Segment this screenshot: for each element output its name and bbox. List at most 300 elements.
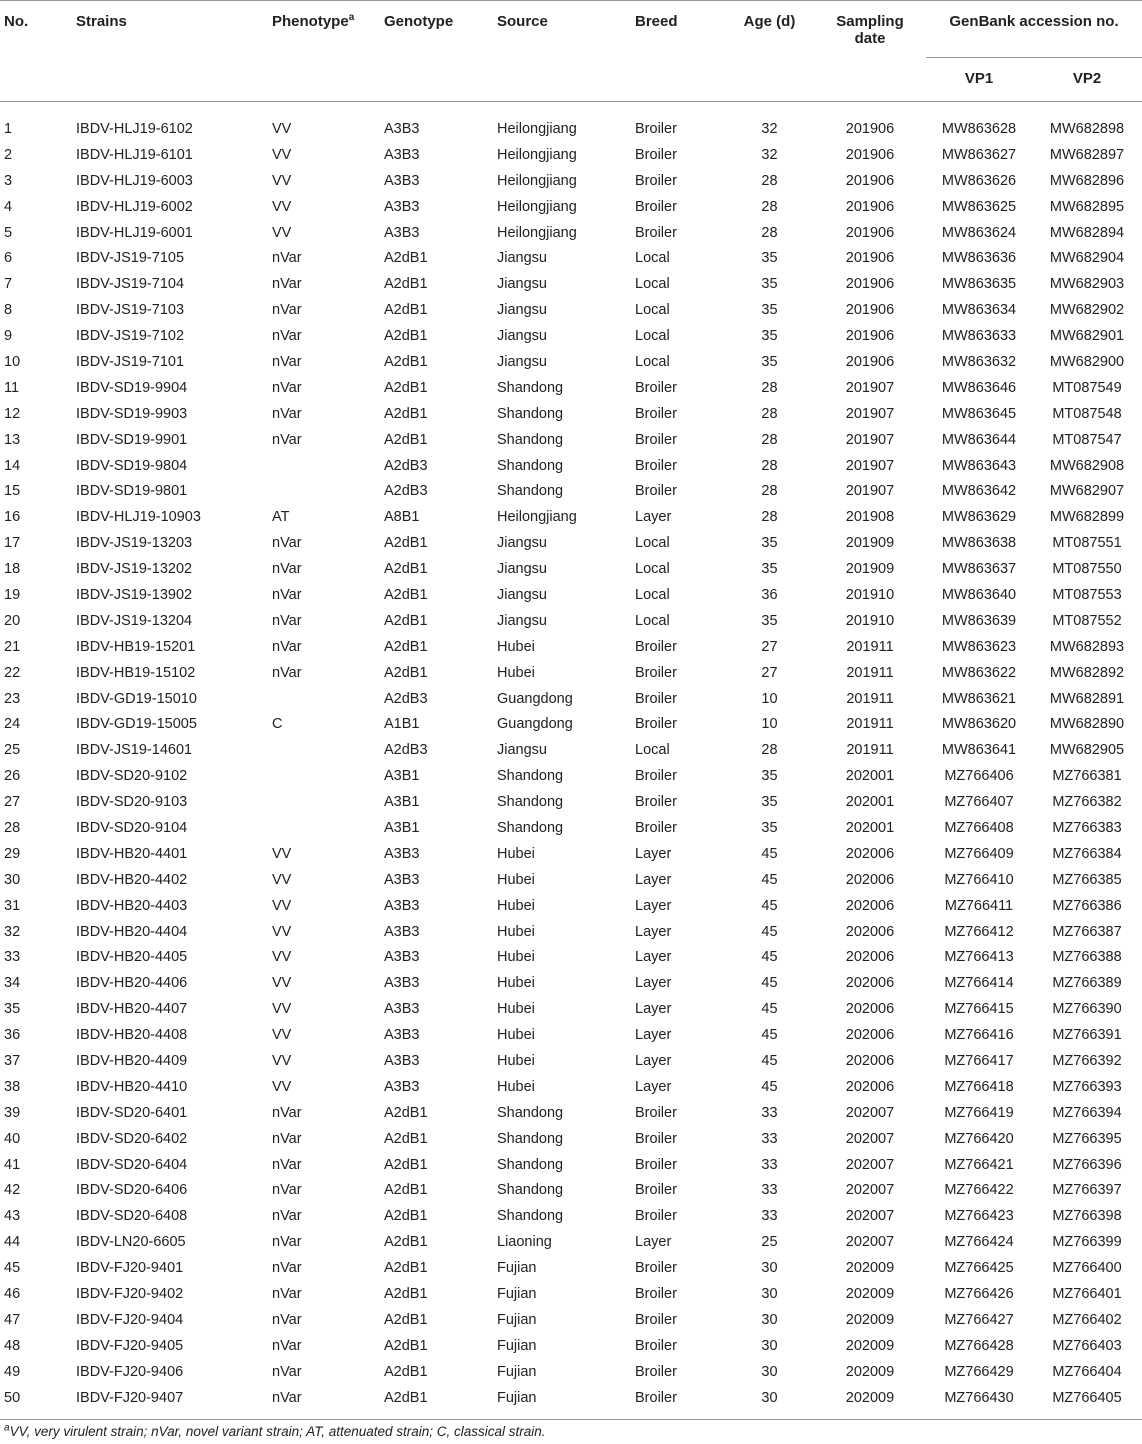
cell-vp2: MT087547 [1052,431,1122,448]
cell-age: 27 [761,664,778,681]
table-row [0,1152,1142,1178]
cell-age: 28 [761,224,778,241]
cell-age: 30 [761,1363,778,1380]
table-row [0,919,1142,945]
cell-strain: IBDV-HB20-4401 [76,845,188,862]
cell-phenotype: nVar [272,664,302,681]
cell-vp1: MW863632 [941,353,1017,370]
cell-sampling-date: 201909 [845,535,895,552]
cell-age: 45 [761,975,778,992]
cell-source: Hubei [497,1027,535,1044]
cell-no: 8 [4,302,13,319]
header-vp1: VP1 [964,70,994,87]
cell-no: 18 [4,561,21,578]
cell-phenotype: VV [272,923,292,940]
cell-source: Jiangsu [497,742,547,759]
cell-no: 20 [4,612,21,629]
cell-phenotype [272,737,384,763]
cell-strain: IBDV-JS19-14601 [76,742,193,759]
cell-strain: IBDV-SD20-6402 [76,1130,188,1147]
cell-phenotype: VV [272,120,292,137]
cell-breed: Broiler [635,224,677,241]
table-row [0,1229,1142,1255]
cell-no: 23 [4,690,21,707]
cell-strain: IBDV-GD19-15010 [76,690,197,707]
cell-age: 32 [761,146,778,163]
cell-sampling-date: 201906 [845,224,895,241]
cell-vp1: MZ766425 [944,1260,1014,1277]
cell-breed: Local [635,328,670,345]
cell-sampling-date: 202009 [845,1260,895,1277]
cell-strain: IBDV-FJ20-9406 [76,1363,184,1380]
cell-breed: Broiler [635,716,677,733]
cell-sampling-date: 202009 [845,1389,895,1406]
cell-phenotype [272,789,384,815]
cell-no: 3 [4,172,13,189]
cell-sampling-date: 202007 [845,1130,895,1147]
table-row [0,815,1142,841]
table-row [0,556,1142,582]
cell-sampling-date: 201906 [845,328,895,345]
cell-no: 31 [4,897,21,914]
cell-genotype: A2dB1 [384,586,428,603]
cell-breed: Broiler [635,690,677,707]
cell-vp1: MZ766408 [944,819,1014,836]
cell-vp1: MZ766427 [944,1311,1014,1328]
cell-phenotype: VV [272,845,292,862]
cell-phenotype: VV [272,224,292,241]
cell-vp2: MW682896 [1049,172,1125,189]
cell-sampling-date: 202006 [845,1027,895,1044]
cell-sampling-date: 201907 [845,405,895,422]
cell-phenotype: nVar [272,379,302,396]
table-row [0,582,1142,608]
cell-age: 10 [761,690,778,707]
cell-no: 44 [4,1234,21,1251]
table-row [0,1281,1142,1307]
cell-genotype: A2dB1 [384,431,428,448]
cell-source: Heilongjiang [497,509,577,526]
cell-age: 30 [761,1311,778,1328]
table-row [0,349,1142,375]
table-row [0,867,1142,893]
table-row [0,1203,1142,1229]
cell-no: 19 [4,586,21,603]
cell-sampling-date: 202006 [845,949,895,966]
cell-sampling-date: 201910 [845,612,895,629]
cell-breed: Broiler [635,1182,677,1199]
cell-strain: IBDV-HB20-4406 [76,975,188,992]
cell-source: Hubei [497,975,535,992]
cell-age: 35 [761,794,778,811]
cell-vp1: MW863628 [941,120,1017,137]
cell-vp2: MZ766397 [1052,1182,1122,1199]
cell-age: 35 [761,276,778,293]
cell-vp1: MW863626 [941,172,1017,189]
cell-age: 36 [761,586,778,603]
table-row [0,478,1142,504]
cell-no: 16 [4,509,21,526]
cell-sampling-date: 202001 [845,768,895,785]
header-sampling-date-line2: date [854,30,886,47]
cell-vp1: MZ766407 [944,794,1014,811]
cell-genotype: A3B3 [384,1078,420,1095]
cell-vp1: MZ766422 [944,1182,1014,1199]
cell-no: 26 [4,768,21,785]
cell-vp1: MW863636 [941,250,1017,267]
cell-sampling-date: 202006 [845,1053,895,1069]
cell-age: 28 [761,198,778,215]
cell-source: Shandong [497,1182,564,1199]
cell-genotype: A3B3 [384,845,420,862]
cell-source: Hubei [497,949,535,966]
table-row [0,608,1142,634]
table-row [0,427,1142,453]
table-row [0,194,1142,220]
cell-sampling-date: 202007 [845,1234,895,1251]
cell-sampling-date: 202007 [845,1208,895,1225]
cell-phenotype: nVar [272,1363,302,1380]
cell-no: 36 [4,1027,21,1044]
cell-genotype: A2dB1 [384,1104,428,1121]
cell-genotype: A2dB1 [384,1156,428,1173]
cell-breed: Local [635,742,670,759]
cell-breed: Local [635,586,670,603]
cell-source: Hubei [497,871,535,888]
cell-no: 46 [4,1286,21,1303]
cell-genotype: A2dB1 [384,1130,428,1147]
cell-phenotype: nVar [272,1234,302,1251]
header-sampling-date-line1: Sampling [836,13,904,30]
cell-sampling-date: 201907 [845,483,895,500]
cell-sampling-date: 201911 [846,664,894,681]
cell-strain: IBDV-SD19-9903 [76,405,188,422]
table-row [0,375,1142,401]
cell-vp1: MZ766418 [944,1078,1014,1095]
cell-age: 45 [761,1078,778,1095]
cell-vp1: MW863645 [941,405,1017,422]
cell-no: 30 [4,871,21,888]
cell-age: 35 [761,768,778,785]
cell-strain: IBDV-SD20-6408 [76,1208,188,1225]
cell-age: 45 [761,1027,778,1044]
cell-vp1: MZ766406 [944,768,1014,785]
cell-phenotype: nVar [272,1260,302,1277]
cell-strain: IBDV-HB20-4409 [76,1053,188,1069]
cell-phenotype: VV [272,198,292,215]
cell-vp1: MZ766415 [944,1001,1014,1018]
cell-phenotype: nVar [272,1389,302,1406]
cell-age: 28 [761,379,778,396]
cell-phenotype: VV [272,1053,292,1069]
table-header [0,1,1142,102]
cell-no: 22 [4,664,21,681]
table-row [0,1074,1142,1100]
cell-breed: Broiler [635,1363,677,1380]
cell-strain: IBDV-HB19-15102 [76,664,196,681]
cell-genotype: A3B3 [384,949,420,966]
cell-breed: Broiler [635,431,677,448]
cell-vp2: MZ766400 [1052,1260,1122,1277]
cell-vp2: MW682893 [1049,638,1125,655]
cell-phenotype [272,763,384,789]
cell-source: Shandong [497,431,564,448]
cell-age: 35 [761,612,778,629]
table-row [0,1100,1142,1126]
cell-vp2: MW682892 [1049,664,1125,681]
cell-age: 28 [761,431,778,448]
cell-vp2: MT087549 [1052,379,1122,396]
table-row [0,1385,1142,1419]
cell-breed: Broiler [635,1130,677,1147]
cell-phenotype: VV [272,1001,292,1018]
cell-vp2: MW682895 [1049,198,1125,215]
table-row [0,168,1142,194]
cell-no: 6 [4,250,13,267]
cell-strain: IBDV-JS19-7102 [76,328,185,345]
cell-breed: Broiler [635,457,677,474]
cell-age: 33 [761,1156,778,1173]
cell-vp1: MZ766413 [944,949,1014,966]
cell-strain: IBDV-SD20-9103 [76,794,188,811]
cell-age: 35 [761,561,778,578]
cell-source: Liaoning [497,1234,552,1251]
cell-breed: Layer [635,1001,672,1018]
cell-vp1: MZ766423 [944,1208,1014,1225]
cell-no: 13 [4,431,21,448]
cell-phenotype: nVar [272,561,302,578]
cell-vp1: MZ766416 [944,1027,1014,1044]
cell-age: 30 [761,1286,778,1303]
cell-vp1: MW863629 [941,509,1017,526]
cell-strain: IBDV-JS19-13204 [76,612,193,629]
table-row [0,1333,1142,1359]
cell-strain: IBDV-JS19-7105 [76,250,185,267]
cell-breed: Local [635,250,670,267]
cell-strain: IBDV-HB20-4407 [76,1001,188,1018]
cell-breed: Broiler [635,120,677,137]
table-row [0,220,1142,246]
cell-genotype: A2dB1 [384,535,428,552]
cell-phenotype: nVar [272,1337,302,1354]
cell-breed: Broiler [635,379,677,396]
cell-age: 45 [761,923,778,940]
cell-sampling-date: 202007 [845,1104,895,1121]
cell-source: Fujian [497,1311,537,1328]
cell-vp1: MW863624 [941,224,1017,241]
cell-vp2: MW682908 [1049,457,1125,474]
cell-sampling-date: 201910 [845,586,895,603]
header-vp2: VP2 [1072,70,1102,87]
cell-genotype: A2dB1 [384,302,428,319]
table-row [0,1048,1142,1074]
table-row [0,893,1142,919]
cell-strain: IBDV-FJ20-9405 [76,1337,184,1354]
cell-genotype: A2dB1 [384,353,428,370]
cell-vp2: MZ766403 [1052,1337,1122,1354]
cell-vp1: MW863639 [941,612,1017,629]
cell-strain: IBDV-JS19-7104 [76,276,185,293]
cell-vp1: MZ766410 [944,871,1014,888]
cell-vp2: MZ766402 [1052,1311,1122,1328]
table-row [0,1022,1142,1048]
cell-phenotype: nVar [272,1130,302,1147]
cell-source: Shandong [497,457,564,474]
cell-vp1: MZ766417 [944,1053,1014,1069]
cell-genotype: A1B1 [384,716,420,733]
cell-strain: IBDV-HB20-4410 [76,1078,188,1095]
cell-genotype: A3B3 [384,975,420,992]
cell-vp2: MZ766393 [1052,1078,1122,1095]
cell-source: Hubei [497,1078,535,1095]
cell-age: 35 [761,250,778,267]
cell-breed: Local [635,353,670,370]
header-strains: Strains [76,13,127,30]
cell-sampling-date: 201906 [845,302,895,319]
cell-age: 35 [761,819,778,836]
cell-strain: IBDV-FJ20-9407 [76,1389,184,1406]
table-row [0,323,1142,349]
header-genbank: GenBank accession no. [926,1,1142,58]
cell-no: 38 [4,1078,21,1095]
header-genotype: Genotype [384,13,454,30]
cell-vp1: MW863620 [941,716,1017,733]
cell-vp1: MZ766426 [944,1286,1014,1303]
cell-age: 30 [761,1260,778,1277]
cell-genotype: A2dB1 [384,1260,428,1277]
cell-strain: IBDV-GD19-15005 [76,716,197,733]
cell-no: 12 [4,405,21,422]
cell-age: 45 [761,871,778,888]
cell-vp2: MZ766388 [1052,949,1122,966]
cell-strain: IBDV-SD19-9804 [76,457,188,474]
cell-breed: Broiler [635,405,677,422]
cell-strain: IBDV-HLJ19-10903 [76,509,201,526]
cell-breed: Broiler [635,1311,677,1328]
cell-sampling-date: 201911 [846,716,894,733]
cell-phenotype: VV [272,1078,292,1095]
cell-sampling-date: 202006 [845,975,895,992]
cell-source: Shandong [497,1156,564,1173]
cell-no: 39 [4,1104,21,1121]
cell-source: Shandong [497,794,564,811]
header-phenotype [272,1,384,102]
cell-sampling-date: 201906 [845,250,895,267]
cell-genotype: A3B3 [384,923,420,940]
cell-phenotype: nVar [272,586,302,603]
cell-sampling-date: 202009 [845,1311,895,1328]
table-row [0,1307,1142,1333]
cell-vp1: MW863635 [941,276,1017,293]
cell-no: 1 [4,120,13,137]
table-row [0,271,1142,297]
cell-vp1: MW863643 [941,457,1017,474]
cell-source: Guangdong [497,716,573,733]
cell-breed: Layer [635,949,672,966]
cell-vp1: MW863634 [941,302,1017,319]
cell-vp1: MW863621 [941,690,1017,707]
cell-sampling-date: 201906 [845,276,895,293]
cell-genotype: A2dB1 [384,1182,428,1199]
cell-genotype: A2dB1 [384,405,428,422]
cell-source: Hubei [497,1001,535,1018]
cell-source: Jiangsu [497,561,547,578]
cell-no: 47 [4,1311,21,1328]
cell-sampling-date: 202006 [845,923,895,940]
cell-breed: Layer [635,845,672,862]
table-row [0,453,1142,479]
cell-strain: IBDV-LN20-6605 [76,1234,186,1251]
cell-genotype: A2dB1 [384,638,428,655]
cell-age: 25 [761,1234,778,1251]
cell-genotype: A2dB1 [384,1363,428,1380]
header-sampling-date [814,1,926,102]
cell-vp1: MW863642 [941,483,1017,500]
cell-vp2: MZ766382 [1052,794,1122,811]
table-row [0,945,1142,971]
cell-vp2: MZ766394 [1052,1104,1122,1121]
cell-phenotype: nVar [272,353,302,370]
cell-source: Hubei [497,1053,535,1069]
cell-no: 29 [4,845,21,862]
cell-genotype: A2dB1 [384,561,428,578]
cell-source: Hubei [497,845,535,862]
cell-vp1: MW863641 [941,742,1017,759]
cell-breed: Layer [635,1078,672,1095]
cell-vp2: MT087553 [1052,586,1122,603]
header-no: No. [4,13,29,30]
cell-vp1: MZ766419 [944,1104,1014,1121]
table-row [0,660,1142,686]
cell-breed: Local [635,302,670,319]
cell-vp2: MW682905 [1049,742,1125,759]
cell-source: Hubei [497,638,535,655]
cell-sampling-date: 201909 [845,561,895,578]
footnote-marker: a [4,1422,10,1434]
cell-strain: IBDV-SD19-9801 [76,483,188,500]
cell-phenotype: C [272,716,283,733]
cell-strain: IBDV-HB20-4402 [76,871,188,888]
table-row [0,1178,1142,1204]
cell-breed: Broiler [635,483,677,500]
cell-vp2: MW682901 [1049,328,1125,345]
cell-vp2: MZ766391 [1052,1027,1122,1044]
cell-vp1: MW863627 [941,146,1017,163]
cell-vp2: MW682894 [1049,224,1125,241]
cell-source: Heilongjiang [497,120,577,137]
cell-no: 14 [4,457,21,474]
cell-source: Jiangsu [497,535,547,552]
cell-breed: Layer [635,897,672,914]
cell-phenotype: nVar [272,1104,302,1121]
cell-source: Shandong [497,1104,564,1121]
cell-breed: Local [635,276,670,293]
cell-sampling-date: 201911 [846,638,894,655]
cell-genotype: A2dB1 [384,250,428,267]
cell-vp2: MW682891 [1049,690,1125,707]
cell-genotype: A3B3 [384,224,420,241]
cell-source: Hubei [497,664,535,681]
cell-vp2: MW682898 [1049,120,1125,137]
cell-phenotype: nVar [272,638,302,655]
cell-genotype: A3B1 [384,768,420,785]
cell-breed: Layer [635,1053,672,1069]
cell-no: 37 [4,1053,21,1069]
cell-vp2: MZ766401 [1052,1286,1122,1303]
cell-sampling-date: 201907 [845,457,895,474]
cell-vp2: MW682904 [1049,250,1125,267]
cell-no: 42 [4,1182,21,1199]
